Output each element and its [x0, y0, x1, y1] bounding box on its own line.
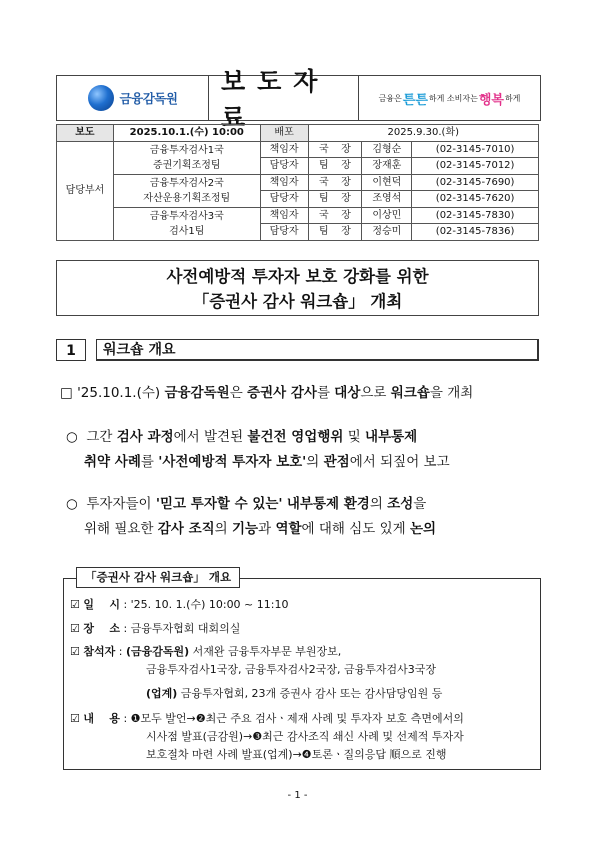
slogan-part: 하게 소비자는: [428, 93, 478, 103]
text-run: 은: [229, 385, 248, 401]
text-run: 를: [140, 454, 159, 470]
dept-1: [113, 141, 260, 174]
text-run: 및: [343, 429, 366, 445]
item-key: 내 용: [83, 712, 120, 725]
checkbox-icon: ☑: [70, 598, 80, 611]
text-run: '25.10.1.(수): [77, 385, 165, 401]
team-name: 자산운용기획조정팀: [143, 192, 231, 204]
text-bold: 감사 조직: [157, 521, 215, 537]
role: 책임자: [260, 174, 308, 191]
text-bold: 불건전 영업행위: [247, 429, 344, 445]
text-bold: 논의: [410, 521, 437, 537]
text-run: 투자자들이: [86, 496, 156, 512]
position: 팀 장: [308, 191, 362, 208]
text-bold: '사전예방적 투자자 보호': [158, 454, 307, 470]
overview-date: [70, 596, 288, 613]
text-bold: 검사 과정: [116, 429, 174, 445]
role: 담당자: [260, 158, 308, 175]
text-run: 을: [413, 496, 427, 512]
dept-name: 금융투자검사1국: [149, 144, 224, 156]
paragraph-3-line-2: [84, 520, 436, 538]
paragraph-2-line-1: [66, 428, 417, 446]
team-name: 검사1팀: [169, 225, 205, 237]
checkbox-icon: ☑: [70, 645, 80, 658]
text-run: 과: [258, 521, 276, 537]
text-bold: 조성: [387, 496, 414, 512]
position: 국 장: [308, 207, 362, 224]
overview-box-label: 「증권사 감사 워크숍」 개요: [76, 567, 240, 588]
press-header: [56, 67, 541, 132]
globe-logo-icon: [88, 85, 114, 111]
person: 이상민: [362, 207, 412, 224]
doc-type-title: 보도자료: [209, 76, 359, 120]
report-label: 보도: [57, 125, 114, 142]
square-bullet: □: [60, 385, 73, 401]
text-run: 에서 되짚어 보고: [349, 454, 450, 470]
dist-date: 2025.9.30.(화): [308, 125, 538, 142]
overview-content-2: 시사점 발표(금감원)→❸최근 감사조직 쇄신 사례 및 선제적 투자자: [146, 730, 464, 743]
dept-label: 담당부서: [57, 141, 114, 240]
title-line-1: 사전예방적 투자자 보호 강화를 위한: [166, 267, 429, 286]
section-number: 1: [56, 339, 86, 361]
dist-label: 배포: [260, 125, 308, 142]
phone: (02-3145-7836): [412, 224, 539, 241]
item-value: : '25. 10. 1.(수) 10:00 ~ 11:10: [123, 598, 289, 611]
item-value: 금융투자협회, 23개 증권사 감사 또는 감사담당임원 등: [177, 687, 443, 700]
person: 이현덕: [362, 174, 412, 191]
dept-name: 금융투자검사3국: [149, 210, 224, 222]
text-run: 위해 필요한: [84, 521, 158, 537]
fss-logo: [57, 76, 209, 120]
text-run: 의: [369, 496, 388, 512]
text-bold: 워크숍: [390, 385, 430, 401]
text-bold: 취약 사례: [84, 454, 141, 470]
slogan-part: 하게: [504, 93, 521, 103]
item-value: 서재완 금융투자부문 부원장보,: [189, 645, 342, 658]
title-line-2: 「증권사 감사 워크숍」 개최: [192, 292, 403, 311]
contact-table: [56, 124, 539, 241]
phone: (02-3145-7010): [412, 141, 539, 158]
position: 팀 장: [308, 158, 362, 175]
overview-content-3: 보호절차 마련 사례 발표(업계)→❹토론ㆍ질의응답 順으로 진행: [146, 748, 447, 761]
paragraph-2-line-2: [84, 453, 450, 471]
overview-content: [70, 710, 464, 727]
slogan-strong: 튼튼: [402, 92, 428, 108]
press-title: [56, 260, 539, 316]
text-run: 에서 발견된: [173, 429, 248, 445]
text-bold: (업계): [146, 687, 178, 700]
paragraph-3-line-1: [66, 495, 426, 513]
text-run: 으로: [360, 385, 391, 401]
item-value: : 금융투자협회 대회의실: [123, 622, 241, 635]
position: 국 장: [308, 141, 362, 158]
team-name: 증권기획조정팀: [152, 159, 221, 171]
position: 팀 장: [308, 224, 362, 241]
overview-attendees-3: [146, 685, 442, 702]
item-value: : ❶모두 발언→❷최근 주요 검사ㆍ제재 사례 및 투자자 보호 측면에서의: [123, 712, 464, 725]
text-bold: (금융감독원): [125, 645, 190, 658]
text-run: 을 개최: [429, 385, 474, 401]
text-run: 를: [316, 385, 335, 401]
text-bold: 금융감독원: [164, 385, 230, 401]
role: 담당자: [260, 224, 308, 241]
item-key: 참석자: [83, 645, 116, 658]
phone: (02-3145-7690): [412, 174, 539, 191]
person: 정승미: [362, 224, 412, 241]
person: 김형순: [362, 141, 412, 158]
report-date: 2025.10.1.(수) 10:00: [113, 125, 260, 142]
item-key: 장 소: [83, 622, 120, 635]
overview-attendees-2: 금융투자검사1국장, 금융투자검사2국장, 금융투자검사3국장: [146, 663, 437, 676]
person: 장재훈: [362, 158, 412, 175]
role: 책임자: [260, 141, 308, 158]
text-bold: '믿고 투자할 수 있는': [155, 496, 283, 512]
text-run: 의: [214, 521, 233, 537]
position: 국 장: [308, 174, 362, 191]
phone: (02-3145-7620): [412, 191, 539, 208]
text-run: 그간: [86, 429, 117, 445]
text-bold: 내부통제 환경: [286, 496, 370, 512]
overview-attendees: ☑ 참석자 : (금융감독원) 서재완 금융투자부문 부원장보,: [70, 645, 342, 658]
section-title: 워크숍 개요: [96, 339, 539, 361]
checkbox-icon: ☑: [70, 622, 80, 635]
dept-2: [113, 174, 260, 207]
dept-3: [113, 207, 260, 240]
text-bold: 역할: [275, 521, 302, 537]
text-bold: 대상: [334, 385, 361, 401]
page-number: - 1 -: [287, 790, 308, 801]
text-run: 의: [306, 454, 324, 470]
slogan-part: 금융은: [378, 93, 402, 103]
overview-place: [70, 620, 240, 637]
paragraph-1: [60, 384, 473, 402]
item-key: 일 시: [83, 598, 120, 611]
checkbox-icon: ☑: [70, 712, 80, 725]
role: 담당자: [260, 191, 308, 208]
dept-name: 금융투자검사2국: [149, 177, 224, 189]
text-bold: 내부통제: [365, 429, 418, 445]
text-run: 에 대해 심도 있게: [301, 521, 410, 537]
phone: (02-3145-7012): [412, 158, 539, 175]
role: 책임자: [260, 207, 308, 224]
phone: (02-3145-7830): [412, 207, 539, 224]
person: 조영석: [362, 191, 412, 208]
slogan-happy: 행복: [478, 92, 504, 108]
text-bold: 관점: [323, 454, 350, 470]
circle-bullet: ○: [66, 429, 78, 445]
slogan: [359, 76, 540, 120]
logo-text: 금융감독원: [119, 91, 178, 106]
text-bold: 증권사 감사: [247, 385, 317, 401]
circle-bullet: ○: [66, 496, 78, 512]
text-bold: 기능: [232, 521, 259, 537]
